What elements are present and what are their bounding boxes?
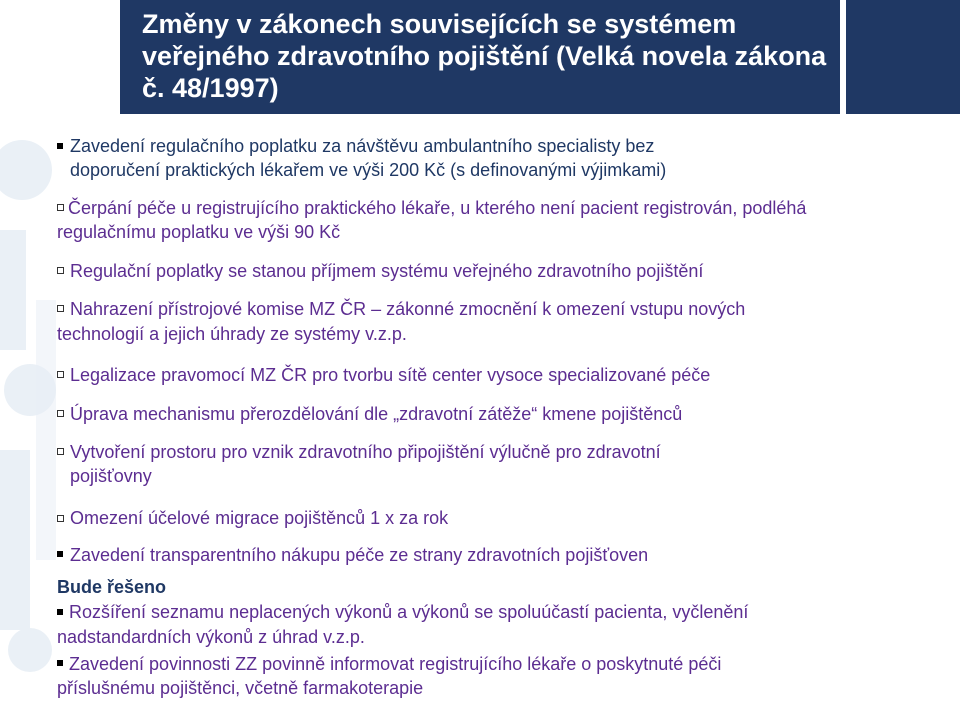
list-item: Úprava mechanismu přerozdělování dle „zdravotní zátěže“ kmene pojištěnců <box>70 404 683 424</box>
bullet-icon <box>57 448 64 455</box>
list-item-continuation: technologií a jejich úhrady ze systémy v.z.p. <box>57 324 407 344</box>
bullet-icon <box>57 410 64 417</box>
title-line-2: veřejného zdravotního pojištění (Velká novela zákona <box>142 41 827 71</box>
bullet-icon <box>57 609 63 615</box>
list-item: Zavedení regulačního poplatku za návštěvu ambulantního specialisty bez doporučení praktických lékařem ve výši 200 Kč (s definovanými výjimkami) <box>70 136 667 180</box>
list-item-continuation: regulačnímu poplatku ve výši 90 Kč <box>57 222 341 242</box>
bullet-icon <box>57 660 63 666</box>
title-line-3: č. 48/1997) <box>142 73 279 103</box>
title-line-1: Změny v zákonech souvisejících se systémem <box>142 9 737 39</box>
bullet-icon <box>57 204 64 211</box>
future-list-item-continuation: nadstandardních výkonů z úhrad v.z.p. <box>57 627 365 647</box>
bullet-icon <box>57 267 64 274</box>
bullet-icon <box>57 143 63 149</box>
future-list-item: Rozšíření seznamu neplacených výkonů a výkonů se spoluúčastí pacienta, vyčlenění <box>69 602 749 622</box>
list-item: Legalizace pravomocí MZ ČR pro tvorbu sítě center vysoce specializované péče <box>70 365 711 385</box>
list-item: Čerpání péče u registrujícího praktického lékaře, u kterého není pacient registrován, podléhá <box>68 198 807 218</box>
future-list-item-continuation: příslušnému pojištěnci, včetně farmakoterapie <box>57 678 424 698</box>
list-item: Regulační poplatky se stanou příjmem systému veřejného zdravotního pojištění <box>70 261 704 281</box>
bullet-icon <box>57 515 64 522</box>
list-item: Zavedení transparentního nákupu péče ze strany zdravotních pojišťoven <box>70 545 649 565</box>
list-item: Omezení účelové migrace pojištěnců 1 x za rok <box>70 508 449 528</box>
section-heading: Bude řešeno <box>57 577 167 597</box>
bullet-icon <box>57 305 64 312</box>
future-list-item: Zavedení povinnosti ZZ povinně informovat registrujícího lékaře o poskytnuté péči <box>69 654 722 674</box>
list-item: Nahrazení přístrojové komise MZ ČR – zákonné zmocnění k omezení vstupu nových <box>70 299 746 319</box>
bullet-icon <box>57 371 64 378</box>
bullet-icon <box>57 551 63 557</box>
list-item: Vytvoření prostoru pro vznik zdravotního připojištění výlučně pro zdravotní pojišťovny <box>70 442 661 486</box>
